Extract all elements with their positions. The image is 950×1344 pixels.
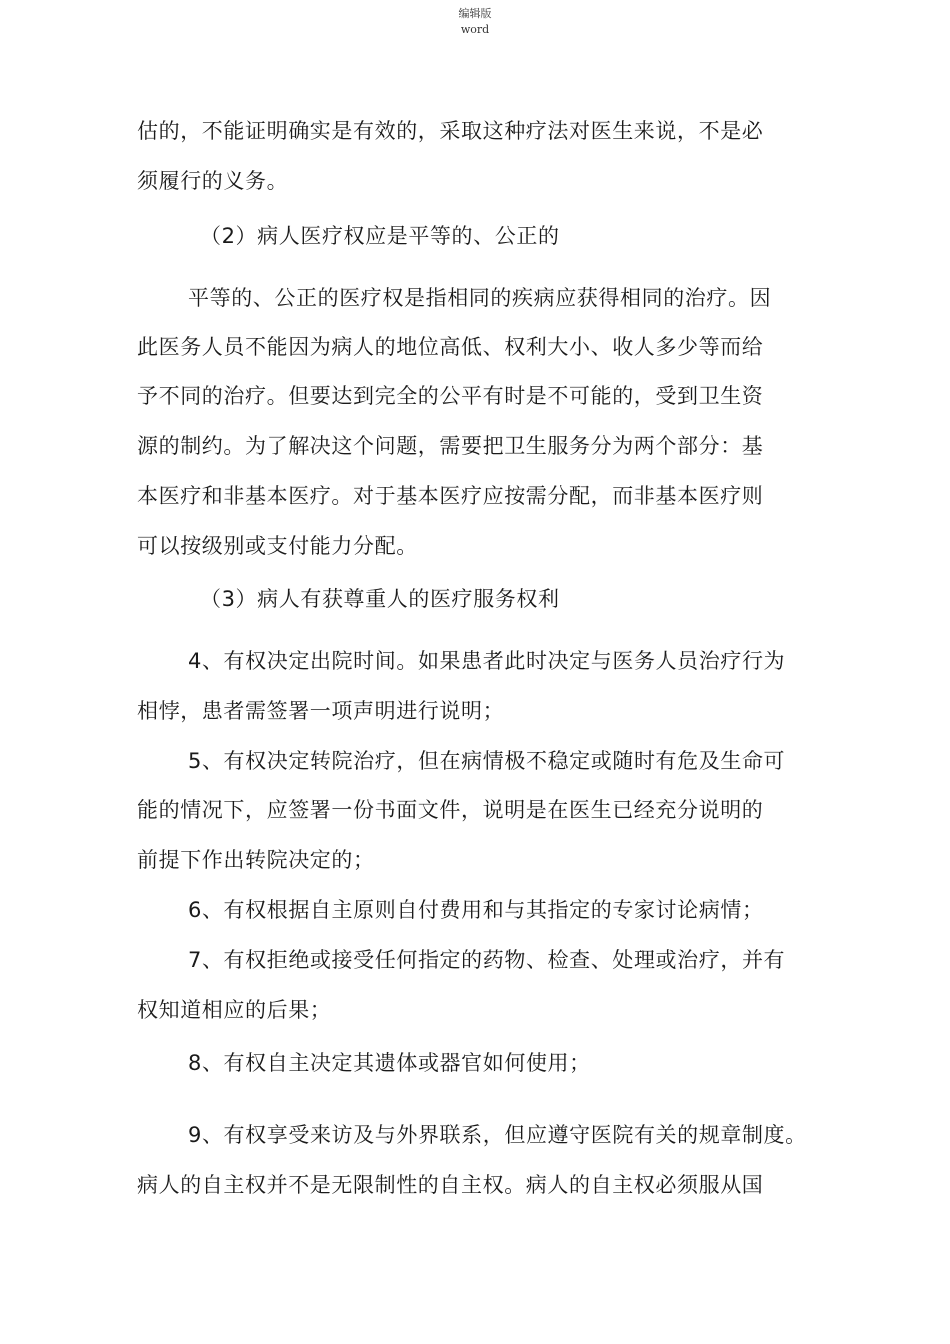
- text-line: 前提下作出转院决定的；: [137, 848, 375, 872]
- text-line: 权知道相应的后果；: [137, 998, 332, 1022]
- section-heading: （2）病人医疗权应是平等的、公正的: [200, 224, 560, 248]
- list-item: 7、有权拒绝或接受任何指定的药物、检查、处理或治疗，并有: [188, 948, 786, 972]
- text-line: 估的，不能证明确实是有效的，采取这种疗法对医生来说，不是必: [137, 119, 764, 143]
- text-line: 本医疗和非基本医疗。对于基本医疗应按需分配，而非基本医疗则: [137, 484, 764, 508]
- list-item: 6、有权根据自主原则自付费用和与其指定的专家讨论病情；: [188, 898, 764, 922]
- text-line: 源的制约。为了解决这个问题，需要把卫生服务分为两个部分：基: [137, 434, 764, 458]
- list-item: 5、有权决定转院治疗，但在病情极不稳定或随时有危及生命可: [188, 749, 786, 773]
- list-item: 4、有权决定出院时间。如果患者此时决定与医务人员治疗行为: [188, 649, 786, 673]
- header-label: 编辑版: [458, 7, 492, 20]
- text-line: 须履行的义务。: [137, 169, 289, 193]
- header-sublabel: word: [460, 23, 490, 36]
- text-line: 相悖，患者需签署一项声明进行说明；: [137, 699, 505, 723]
- section-heading: （3）病人有获尊重人的医疗服务权利: [200, 587, 560, 611]
- text-line: 平等的、公正的医疗权是指相同的疾病应获得相同的治疗。因: [188, 286, 772, 310]
- text-line: 可以按级别或支付能力分配。: [137, 534, 418, 558]
- text-line: 予不同的治疗。但要达到完全的公平有时是不可能的，受到卫生资: [137, 384, 764, 408]
- text-line: 病人的自主权并不是无限制性的自主权。病人的自主权必须服从国: [137, 1173, 764, 1197]
- text-line: 此医务人员不能因为病人的地位高低、权利大小、收人多少等而给: [137, 335, 764, 359]
- list-item: 8、有权自主决定其遗体或器官如何使用；: [188, 1051, 591, 1075]
- list-item: 9、有权享受来访及与外界联系，但应遵守医院有关的规章制度。: [188, 1123, 807, 1147]
- text-line: 能的情况下，应签署一份书面文件，说明是在医生已经充分说明的: [137, 798, 764, 822]
